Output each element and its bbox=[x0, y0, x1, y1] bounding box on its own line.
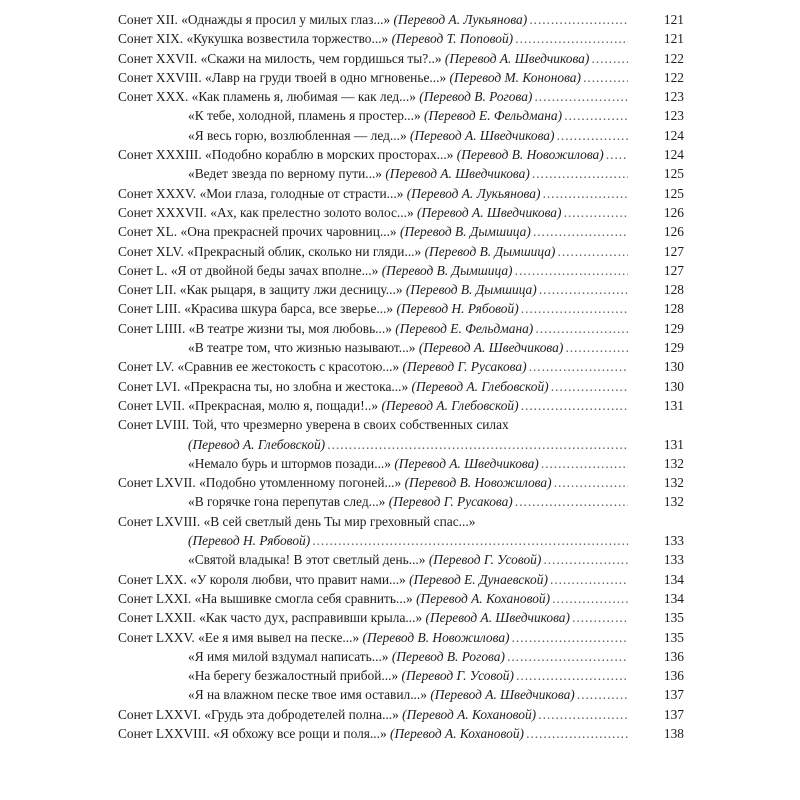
toc-entry-text bbox=[118, 512, 628, 531]
translator-credit: (Перевод Е. Дунаевской) bbox=[409, 571, 548, 587]
toc-entry-text bbox=[118, 415, 628, 434]
sonnet-number: Сонет L. bbox=[118, 262, 168, 278]
poem-first-line: «Я на влажном песке твое имя оставил...» bbox=[188, 687, 427, 703]
toc-entry-text bbox=[118, 724, 628, 743]
translator-credit: (Перевод Г. Русакова) bbox=[388, 494, 513, 510]
page-number: 137 bbox=[663, 706, 684, 722]
translator-credit: (Перевод В. Новожилова) bbox=[404, 475, 552, 491]
poem-first-line: «В сей светлый день Ты мир греховный спас...» bbox=[203, 513, 476, 529]
toc-entry-text bbox=[188, 647, 628, 666]
toc-entry[interactable] bbox=[118, 473, 684, 492]
translator-credit: (Перевод В. Дымшица) bbox=[399, 224, 531, 240]
toc-entry-text bbox=[118, 145, 628, 164]
toc-entry-text bbox=[118, 242, 628, 261]
page-number: 133 bbox=[663, 552, 684, 568]
toc-entry[interactable] bbox=[118, 280, 684, 299]
toc-entry[interactable] bbox=[118, 435, 684, 454]
poem-first-line: «В театре том, что жизнью называют...» bbox=[188, 340, 416, 356]
translator-credit: (Перевод А. Глебовской) bbox=[411, 378, 549, 394]
toc-entry[interactable] bbox=[118, 184, 684, 203]
page-number: 126 bbox=[663, 204, 684, 220]
toc-entry-text bbox=[118, 705, 628, 724]
page-number: 135 bbox=[663, 629, 684, 645]
toc-entry-text bbox=[188, 454, 628, 473]
poem-first-line: «Грудь эта добродетелей полна...» bbox=[204, 706, 399, 722]
toc-entry[interactable] bbox=[118, 126, 684, 145]
toc-entry[interactable] bbox=[118, 299, 684, 318]
toc-entry[interactable] bbox=[118, 87, 684, 106]
translator-credit: (Перевод А. Кохановой) bbox=[390, 725, 524, 741]
toc-entry-text bbox=[188, 685, 628, 704]
translator-credit: (Перевод А. Кохановой) bbox=[402, 706, 537, 722]
toc-entry-text bbox=[118, 608, 628, 627]
page-number: 132 bbox=[663, 475, 684, 491]
translator-credit: (Перевод Н. Рябовой) bbox=[188, 533, 311, 549]
page-number: 126 bbox=[663, 224, 684, 240]
page-number: 130 bbox=[663, 359, 684, 375]
poem-first-line: «Ее я имя вывел на песке...» bbox=[198, 629, 360, 645]
poem-first-line: «В горячке гона перепутав след...» bbox=[188, 494, 386, 510]
page-number: 129 bbox=[663, 320, 684, 336]
page-number: 121 bbox=[663, 12, 684, 27]
sonnet-number: Сонет XL. bbox=[118, 224, 178, 240]
toc-entry[interactable] bbox=[118, 685, 684, 704]
page-number: 121 bbox=[663, 31, 684, 47]
page-number: 134 bbox=[663, 571, 684, 587]
poem-first-line: «Святой владыка! В этот светлый день...» bbox=[188, 552, 426, 568]
toc-entry-text bbox=[118, 473, 628, 492]
toc-entry-text bbox=[118, 396, 628, 415]
translator-credit: (Перевод Г. Усовой) bbox=[401, 668, 514, 684]
translator-credit: (Перевод В. Рогова) bbox=[391, 648, 505, 664]
poem-first-line: «Я от двойной беды зачах вполне...» bbox=[170, 262, 379, 278]
page-number: 138 bbox=[663, 725, 684, 741]
toc-entry[interactable] bbox=[118, 396, 684, 415]
page-number: 137 bbox=[663, 687, 684, 703]
toc-entry[interactable] bbox=[118, 145, 684, 164]
translator-credit: (Перевод Е. Фельдмана) bbox=[395, 320, 534, 336]
poem-first-line: «Она прекрасней прочих чаровниц...» bbox=[180, 224, 397, 240]
sonnet-number: Сонет XII. bbox=[118, 12, 178, 27]
translator-credit: (Перевод А. Шведчикова) bbox=[394, 455, 539, 471]
page-number: 123 bbox=[663, 108, 684, 124]
toc-entry-text bbox=[118, 280, 628, 299]
sonnet-number: Сонет LXX. bbox=[118, 571, 187, 587]
sonnet-number: Сонет XXXIII. bbox=[118, 147, 202, 163]
page-number: 125 bbox=[663, 166, 684, 182]
poem-first-line: «Прекрасный облик, сколько ни гляди...» bbox=[187, 243, 422, 259]
sonnet-number: Сонет XXVIII. bbox=[118, 69, 202, 85]
sonnet-number: Сонет LIIII. bbox=[118, 320, 186, 336]
toc-entry[interactable] bbox=[118, 647, 684, 666]
page-number: 128 bbox=[663, 282, 684, 298]
toc-entry-text bbox=[118, 261, 628, 280]
poem-first-line: «Я обхожу все рощи и поля...» bbox=[213, 725, 387, 741]
page-number: 124 bbox=[663, 147, 684, 163]
poem-first-line: «На вышивке смогла себя сравнить...» bbox=[194, 590, 413, 606]
toc-entry[interactable] bbox=[118, 10, 684, 29]
toc-entry[interactable] bbox=[118, 49, 684, 68]
translator-credit: (Перевод А. Шведчикова) bbox=[425, 610, 570, 626]
toc-entry[interactable] bbox=[118, 68, 684, 87]
toc-entry[interactable] bbox=[118, 164, 684, 183]
toc-entry[interactable] bbox=[118, 512, 684, 531]
toc-entry-text bbox=[118, 29, 628, 48]
page-number: 136 bbox=[663, 668, 684, 684]
poem-first-line: «Подобно утомленному погоней...» bbox=[199, 475, 402, 491]
toc-entry[interactable] bbox=[118, 570, 684, 589]
toc-entry-text bbox=[118, 299, 628, 318]
toc-entry-text bbox=[118, 570, 628, 589]
toc-entry-text bbox=[188, 126, 628, 145]
toc-entry[interactable] bbox=[118, 338, 684, 357]
toc-entry-text bbox=[118, 589, 628, 608]
page-number: 131 bbox=[663, 397, 684, 413]
translator-credit: (Перевод А. Шведчикова) bbox=[385, 166, 530, 182]
poem-first-line: «Лавр на груди твоей в одно мгновенье...» bbox=[205, 69, 447, 85]
translator-credit: (Перевод Г. Усовой) bbox=[428, 552, 542, 568]
toc-entry-text bbox=[188, 666, 628, 685]
translator-credit: (Перевод А. Шведчикова) bbox=[410, 127, 555, 143]
translator-credit: (Перевод В. Новожилова) bbox=[456, 147, 604, 163]
translator-credit: (Перевод В. Новожилова) bbox=[362, 629, 510, 645]
poem-first-line: «У короля любви, что правит нами...» bbox=[190, 571, 406, 587]
toc-entry-text bbox=[188, 492, 628, 511]
translator-credit: (Перевод А. Шведчикова) bbox=[418, 340, 564, 356]
page-number: 122 bbox=[663, 50, 684, 66]
page-number: 127 bbox=[663, 243, 684, 259]
sonnet-number: Сонет XIX. bbox=[118, 31, 184, 47]
toc-entry-text bbox=[118, 87, 628, 106]
page-number: 128 bbox=[663, 301, 684, 317]
page-number: 127 bbox=[663, 262, 684, 278]
poem-first-line: «Сравнив ее жестокость с красотою...» bbox=[177, 359, 400, 375]
toc-entry-text bbox=[118, 49, 628, 68]
toc-entry[interactable] bbox=[118, 222, 684, 241]
page-number: 130 bbox=[663, 378, 684, 394]
translator-credit: (Перевод Г. Русакова) bbox=[402, 359, 527, 375]
poem-first-line: «Ах, как прелестно золото волос...» bbox=[210, 204, 414, 220]
toc-entry[interactable] bbox=[118, 724, 684, 743]
sonnet-number: Сонет XXVII. bbox=[118, 50, 198, 66]
toc-entry[interactable] bbox=[118, 550, 684, 569]
page-number: 134 bbox=[663, 590, 684, 606]
poem-first-line: Той, что чрезмерно уверена в своих собственных силах bbox=[192, 417, 509, 433]
toc-entry[interactable] bbox=[118, 261, 684, 280]
page-number: 132 bbox=[663, 455, 684, 471]
poem-first-line: «В театре жизни ты, моя любовь...» bbox=[188, 320, 392, 336]
poem-first-line: «Немало бурь и штормов позади...» bbox=[188, 455, 391, 471]
poem-first-line: «Подобно кораблю в морских просторах...» bbox=[205, 147, 454, 163]
toc-entry-text bbox=[118, 222, 628, 241]
poem-first-line: «Как часто дух, расправивши крыла...» bbox=[199, 610, 423, 626]
translator-credit: (Перевод А. Лукьянова) bbox=[406, 185, 541, 201]
poem-first-line: «Ведет звезда по верному пути...» bbox=[188, 166, 382, 182]
page-number: 123 bbox=[663, 89, 684, 105]
page-number: 125 bbox=[663, 185, 684, 201]
sonnet-number: Сонет LVI. bbox=[118, 378, 181, 394]
page-number: 133 bbox=[663, 533, 684, 549]
translator-credit: (Перевод А. Глебовской) bbox=[381, 397, 519, 413]
toc-entry-text bbox=[118, 377, 628, 396]
sonnet-number: Сонет XXX. bbox=[118, 89, 189, 105]
page-number: 136 bbox=[663, 648, 684, 664]
translator-credit: (Перевод М. Кононова) bbox=[449, 69, 581, 85]
toc-entry[interactable] bbox=[118, 628, 684, 647]
translator-credit: (Перевод В. Дымшица) bbox=[424, 243, 556, 259]
toc-entry-text bbox=[188, 550, 628, 569]
translator-credit: (Перевод А. Шведчикова) bbox=[417, 204, 562, 220]
toc-entry[interactable] bbox=[118, 377, 684, 396]
toc-entry[interactable] bbox=[118, 106, 684, 125]
sonnet-number: Сонет LXXVI. bbox=[118, 706, 201, 722]
toc-entry[interactable] bbox=[118, 242, 684, 261]
toc-entry-text bbox=[188, 106, 628, 125]
toc-entry[interactable] bbox=[118, 589, 684, 608]
poem-first-line: «Как рыцаря, в защиту лжи десницу...» bbox=[179, 282, 403, 298]
toc-entry-text bbox=[118, 357, 628, 376]
sonnet-number: Сонет XXXVII. bbox=[118, 204, 207, 220]
translator-credit: (Перевод Т. Поповой) bbox=[391, 31, 514, 47]
sonnet-number: Сонет LVIII. bbox=[118, 417, 190, 433]
toc-entry[interactable] bbox=[118, 492, 684, 511]
toc-entry-text bbox=[188, 338, 628, 357]
toc-entry[interactable] bbox=[118, 319, 684, 338]
translator-credit: (Перевод А. Шведчикова) bbox=[430, 687, 575, 703]
sonnet-number: Сонет LXXVIII. bbox=[118, 725, 210, 741]
translator-credit: (Перевод Е. Фельдмана) bbox=[424, 108, 563, 124]
translator-credit: (Перевод Н. Рябовой) bbox=[396, 301, 519, 317]
translator-credit: (Перевод В. Дымшица) bbox=[381, 262, 513, 278]
sonnet-number: Сонет LV. bbox=[118, 359, 175, 375]
toc-entry-text bbox=[188, 435, 628, 454]
toc-entry[interactable] bbox=[118, 415, 684, 434]
translator-credit: (Перевод В. Дымшица) bbox=[405, 282, 537, 298]
poem-first-line: «Я весь горю, возлюбленная — лед...» bbox=[188, 127, 407, 143]
table-of-contents bbox=[118, 10, 684, 743]
toc-entry-text bbox=[118, 184, 628, 203]
poem-first-line: «Как пламень я, любимая — как лед...» bbox=[191, 89, 416, 105]
toc-entry[interactable] bbox=[118, 666, 684, 685]
sonnet-number: Сонет LXXII. bbox=[118, 610, 196, 626]
page-number: 124 bbox=[663, 127, 684, 143]
sonnet-number: Сонет LXVII. bbox=[118, 475, 196, 491]
page-number: 129 bbox=[663, 340, 684, 356]
poem-first-line: «Кукушка возвестила торжество...» bbox=[186, 31, 389, 47]
page-number: 132 bbox=[663, 494, 684, 510]
poem-first-line: «Я имя милой вздумал написать...» bbox=[188, 648, 389, 664]
sonnet-number: Сонет XXXV. bbox=[118, 185, 197, 201]
sonnet-number: Сонет LXXI. bbox=[118, 590, 192, 606]
translator-credit: (Перевод А. Глебовской) bbox=[188, 436, 326, 452]
poem-first-line: «Прекрасная, молю я, пощади!..» bbox=[188, 397, 379, 413]
toc-entry-text bbox=[118, 319, 628, 338]
sonnet-number: Сонет LXXV. bbox=[118, 629, 195, 645]
toc-entry[interactable] bbox=[118, 705, 684, 724]
translator-credit: (Перевод В. Рогова) bbox=[419, 89, 533, 105]
toc-entry[interactable] bbox=[118, 29, 684, 48]
sonnet-number: Сонет LXVIII. bbox=[118, 513, 201, 529]
toc-entry[interactable] bbox=[118, 357, 684, 376]
poem-first-line: «Красива шкура барса, все зверье...» bbox=[184, 301, 394, 317]
toc-entry-text bbox=[188, 531, 628, 550]
poem-first-line: «К тебе, холодной, пламень я простер...» bbox=[188, 108, 421, 124]
poem-first-line: «Мои глаза, голодные от страсти...» bbox=[199, 185, 404, 201]
page-number: 122 bbox=[663, 69, 684, 85]
toc-entry[interactable] bbox=[118, 608, 684, 627]
poem-first-line: «Прекрасна ты, но злобна и жестока...» bbox=[183, 378, 409, 394]
translator-credit: (Перевод А. Шведчикова) bbox=[444, 50, 590, 66]
page-number: 131 bbox=[663, 436, 684, 452]
poem-first-line: «Скажи на милость, чем гордишься ты?..» bbox=[200, 50, 442, 66]
toc-entry-text bbox=[118, 628, 628, 647]
sonnet-number: Сонет LIII. bbox=[118, 301, 181, 317]
sonnet-number: Сонет LVII. bbox=[118, 397, 185, 413]
toc-entry[interactable] bbox=[118, 203, 684, 222]
toc-entry-text bbox=[188, 164, 628, 183]
sonnet-number: Сонет XLV. bbox=[118, 243, 184, 259]
poem-first-line: «На берегу безжалостный прибой...» bbox=[188, 668, 399, 684]
sonnet-number: Сонет LII. bbox=[118, 282, 177, 298]
page-number: 135 bbox=[663, 610, 684, 626]
translator-credit: (Перевод А. Лукьянова) bbox=[393, 12, 528, 27]
toc-entry-text bbox=[118, 10, 628, 29]
poem-first-line: «Однажды я просил у милых глаз...» bbox=[181, 12, 391, 27]
toc-entry-text bbox=[118, 68, 628, 87]
toc-entry[interactable] bbox=[118, 454, 684, 473]
translator-credit: (Перевод А. Кохановой) bbox=[416, 590, 551, 606]
toc-entry-text bbox=[118, 203, 628, 222]
toc-entry[interactable] bbox=[118, 531, 684, 550]
